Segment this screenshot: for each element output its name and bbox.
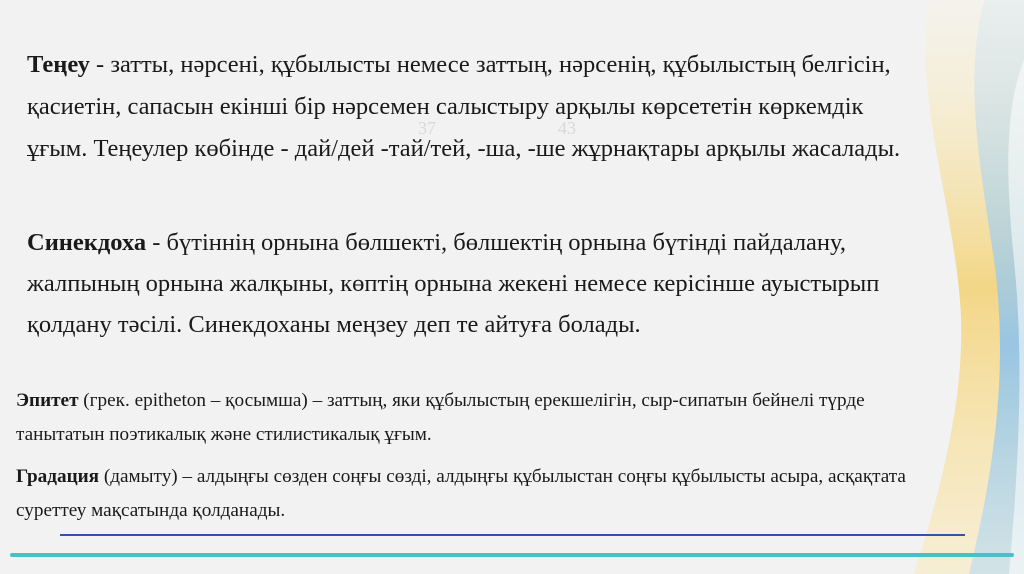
definition-gradation <box>16 460 946 528</box>
faint-background-number: 43 <box>558 118 576 138</box>
definition-tenteu <box>27 44 907 170</box>
divider-line <box>60 534 965 536</box>
definition-epithet <box>16 384 946 452</box>
term-epithet: Эпитет <box>16 390 79 411</box>
definition-text: (дамыту) – алдыңғы сөзден соңғы сөзді, алдыңғы құбылыстан соңғы құбылысты асыра, асқақтата суреттеу мақсатында қолданады. <box>16 466 906 521</box>
term-tenteu: Теңеу <box>27 51 90 78</box>
term-gradation: Градация <box>16 466 100 487</box>
faint-background-number: 37 <box>418 118 436 138</box>
definition-synecdoche <box>27 222 937 345</box>
definition-text: (грек. epitheton – қосымша) – заттың, яки құбылыстың ерекшелігін, сыр-сипатын бейнелі түрде танытатын поэтикалық және стилистикалық ұғым. <box>16 390 865 445</box>
definition-text: - бүтіннің орнына бөлшекті, бөлшектің орнына бүтінді пайдалану, жалпының орнына жалқыны, көптің орнына жекені немесе керісінше ауыстырып қолдану тәсілі. Синекдоханы меңзеу деп те айтуға болады. <box>27 229 880 338</box>
footer-bar <box>10 553 1014 557</box>
definition-text: - затты, нәрсені, құбылысты немесе заттың, нәрсенің, құбылыстың белгісін, қасиетін, сапасын екінші бір нәрсемен салыстыру арқылы көрсететін көркемдік ұғым. Теңеулер көбінде - дай/дей -тай/тей, -ша, -ше жұрнақтары арқылы жасалады. <box>27 51 901 162</box>
term-synecdoche: Синекдоха <box>27 229 147 256</box>
